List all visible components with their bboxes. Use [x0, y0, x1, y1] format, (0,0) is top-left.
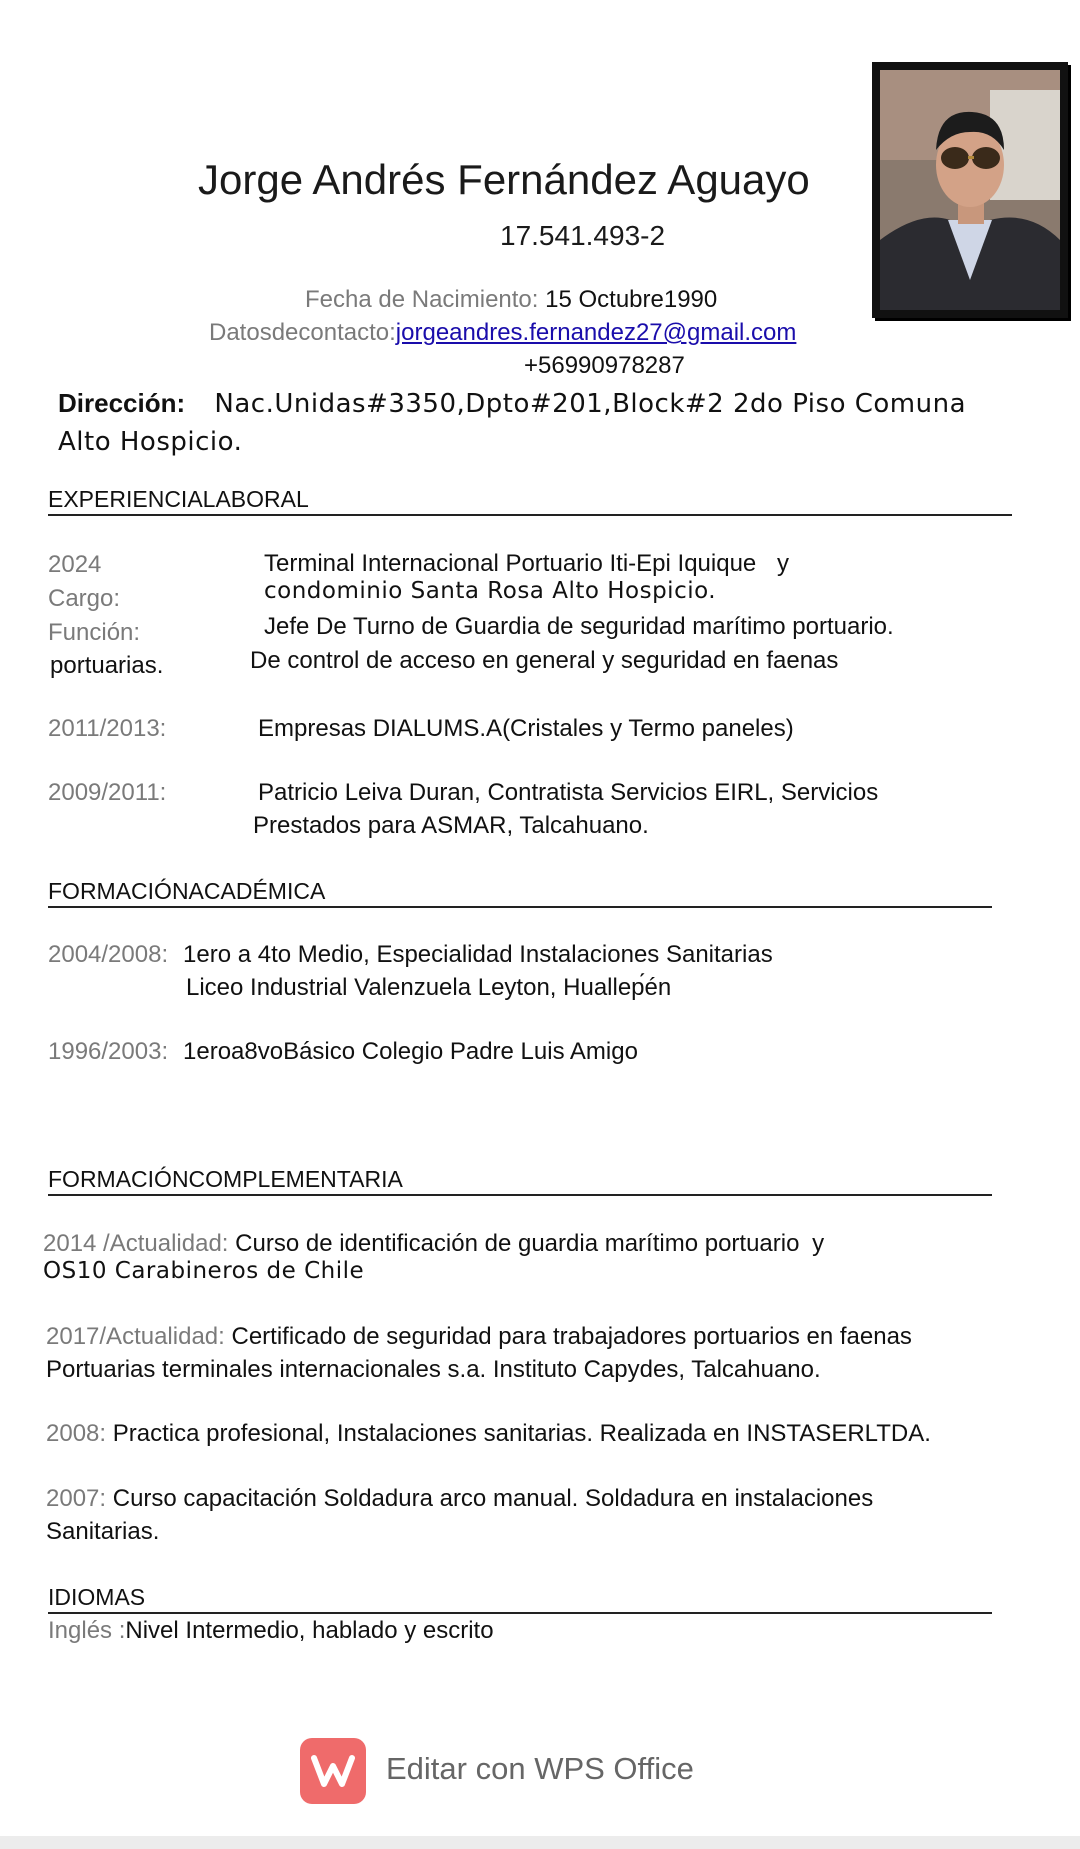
comp2-years: 2017/Actualidad: — [46, 1323, 225, 1350]
comp1-line-2: OS10 Carabineros de Chile — [43, 1258, 365, 1284]
profile-photo — [880, 70, 1060, 310]
comp3-row — [46, 1420, 931, 1448]
profile-photo-frame — [872, 62, 1068, 318]
section-divider-complementary — [48, 1194, 992, 1196]
comp4-years: 2007: — [46, 1485, 107, 1512]
comp4-line-1: Curso capacitación Soldadura arco manual. Soldadura en instalaciones — [112, 1485, 874, 1512]
job3-line-1: Patricio Leiva Duran, Contratista Servicios EIRL, Servicios — [258, 779, 879, 806]
contact-label: Datosdecontacto: — [209, 319, 396, 346]
job1-cargo-label: Cargo: — [48, 585, 121, 612]
comp1-years: 2014 /Actualidad: — [43, 1230, 229, 1257]
section-title-education: FORMACIÓNACADÉMICA — [48, 878, 326, 904]
edu2-years: 1996/2003: — [48, 1038, 169, 1065]
comp2-line-1: Certificado de seguridad para trabajadores portuarios en faenas — [231, 1323, 912, 1350]
edu1-line-2: Liceo Industrial Valenzuela Leyton, Hualleр́én — [186, 974, 672, 1001]
section-divider-education — [48, 906, 992, 908]
comp1-y: y — [812, 1230, 825, 1257]
job2-description: Empresas DIALUMS.A(Cristales y Termo paneles) — [258, 715, 794, 742]
comp3-years: 2008: — [46, 1420, 107, 1447]
language-value: Nivel Intermedio, hablado y escrito — [125, 1617, 494, 1644]
birth-date-label: Fecha de Nacimiento: — [305, 286, 539, 313]
comp1-row — [43, 1230, 824, 1258]
edu1-line-1: 1ero a 4to Medio, Especialidad Instalaciones Sanitarias — [183, 941, 773, 968]
profile-photo-illustration — [880, 70, 1060, 310]
phone-number: +56990978287 — [524, 352, 685, 379]
edu2-line-1: 1eroa8voBásico Colegio Padre Luis Amigo — [183, 1038, 638, 1065]
comp1-line-1: Curso de identificación de guardia marítimo portuario — [235, 1230, 800, 1257]
section-title-experience: EXPERIENCIALABORAL — [48, 486, 309, 512]
job1-funcion-value: De control de acceso en general y seguridad en faenas — [250, 647, 839, 674]
email-link[interactable]: jorgeandres.fernandez27@gmail.com — [395, 319, 797, 346]
address-label: Dirección: — [58, 388, 186, 418]
job1-company-name: Terminal Internacional Portuario Iti-Epi Iquique — [264, 550, 757, 577]
job1-company-y: y — [776, 550, 789, 577]
job1-company-line-1 — [264, 550, 789, 578]
wps-logo-icon[interactable] — [300, 1738, 366, 1804]
rut-number: 17.541.493-2 — [500, 220, 666, 251]
address-row — [58, 388, 966, 419]
job1-cargo-value: Jefe De Turno de Guardia de seguridad marítimo portuario. — [264, 613, 894, 640]
edu1-years: 2004/2008: — [48, 941, 169, 968]
wps-edit-label[interactable]: Editar con WPS Office — [386, 1751, 694, 1786]
section-title-complementary: FORMACIÓNCOMPLEMENTARIA — [48, 1166, 403, 1192]
job1-company-line-2: condominio Santa Rosa Alto Hospicio. — [264, 578, 717, 604]
contact-row — [209, 319, 796, 347]
comp2-row — [46, 1323, 912, 1351]
job1-funcion-continued: portuarias. — [50, 652, 164, 679]
job3-line-2: Prestados para ASMAR, Talcahuano. — [253, 812, 649, 839]
birth-date-row — [305, 286, 717, 314]
comp4-row — [46, 1485, 873, 1513]
job2-years: 2011/2013: — [48, 715, 167, 742]
section-divider-languages — [48, 1612, 992, 1614]
comp4-line-2: Sanitarias. — [46, 1518, 160, 1545]
address-line-1: Nac.Unidas#3350,Dpto#201,Block#2 2do Piso Comuna — [214, 389, 967, 419]
wps-w-mark — [300, 1738, 366, 1804]
address-line-2: Alto Hospicio. — [58, 427, 243, 457]
job1-year: 2024 — [48, 551, 102, 578]
language-row — [48, 1617, 494, 1645]
section-title-languages: IDIOMAS — [48, 1584, 146, 1610]
candidate-name: Jorge Andrés Fernández Aguayo — [198, 156, 810, 203]
bottom-bar — [0, 1836, 1080, 1849]
comp2-line-2: Portuarias terminales internacionales s.a. Instituto Capydes, Talcahuano. — [46, 1356, 821, 1383]
job1-funcion-label: Función: — [48, 619, 141, 646]
job3-years: 2009/2011: — [48, 779, 167, 806]
birth-date-value: 15 Octubre1990 — [545, 286, 718, 313]
language-label: Inglés : — [48, 1617, 126, 1644]
section-divider-experience — [48, 514, 1012, 516]
comp3-line-1: Practica profesional, Instalaciones sanitarias. Realizada en INSTASERLTDA. — [112, 1420, 931, 1447]
